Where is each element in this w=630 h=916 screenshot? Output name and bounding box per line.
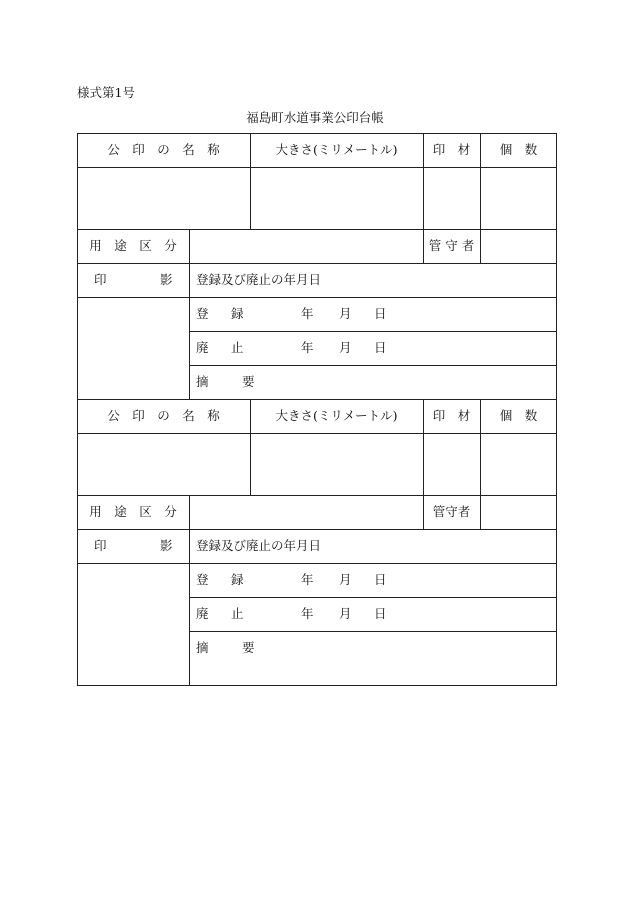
frame-top [77, 133, 557, 134]
block2-size-header: 大きさ(ミリメートル) [275, 408, 398, 423]
block1-registration-day: 日 [374, 306, 387, 321]
block1-material-header: 印 材 [432, 142, 471, 157]
block1-registration-month: 月 [339, 306, 352, 321]
frame-bottom [77, 685, 557, 686]
block2-registration-rule [189, 597, 557, 598]
block1-registration-label-a: 登 [196, 306, 209, 321]
block1-impression-label-a: 印 [94, 272, 107, 287]
block1-abolition-label-a: 廃 [196, 340, 209, 355]
block2-abolition-label-b: 止 [231, 606, 244, 621]
block1-usage-label: 用 途 区 分 [89, 238, 177, 253]
block2-material-header: 印 材 [432, 408, 471, 423]
block2-usage-label-rule [189, 495, 190, 529]
block1-usage-label-rule [189, 229, 190, 263]
block2-abolition-rule [189, 631, 557, 632]
block2-registration-year: 年 [301, 572, 314, 587]
block2-abolition-month: 月 [339, 606, 352, 621]
block2-reg-abolish-dates-label: 登録及び廃止の年月日 [196, 538, 322, 553]
block2-impression-rule [77, 529, 557, 530]
block1-abolition-rule [189, 365, 557, 366]
block2-registration-day: 日 [374, 572, 387, 587]
block2-quantity-header: 個 数 [499, 408, 538, 423]
block1-quantity-header: 個 数 [499, 142, 538, 157]
form-number: 様式第1号 [77, 85, 135, 100]
block2-abolition-day: 日 [374, 606, 387, 621]
block1-size-header: 大きさ(ミリメートル) [275, 142, 398, 157]
block2-remarks-label-b: 要 [242, 640, 255, 655]
block1-remarks-label-a: 摘 [196, 374, 209, 389]
block2-usage-rule [77, 495, 557, 496]
block2-impression-col-rule [189, 529, 190, 686]
block2-registration-label-a: 登 [196, 572, 209, 587]
block1-header-rule [77, 167, 557, 168]
block2-top-rule [77, 399, 557, 400]
block2-registration-month: 月 [339, 572, 352, 587]
block2-custodian-right-rule [480, 495, 481, 529]
block1-dates-rule [77, 297, 557, 298]
block2-impression-label-a: 印 [94, 538, 107, 553]
block1-impression-rule [77, 263, 557, 264]
block2-header-rule [77, 433, 557, 434]
document-title: 福島町水道事業公印台帳 [246, 110, 384, 125]
block1-abolition-label-b: 止 [231, 340, 244, 355]
block1-custodian-right-rule [480, 229, 481, 263]
block1-custodian-label: 管 守 者 [428, 238, 475, 253]
block1-impression-col-rule [189, 263, 190, 399]
block2-seal-name-header: 公 印 の 名 称 [107, 408, 220, 423]
block2-registration-label-b: 録 [231, 572, 244, 587]
block2-usage-label: 用 途 区 分 [89, 504, 177, 519]
block1-registration-rule [189, 331, 557, 332]
block1-abolition-year: 年 [301, 340, 314, 355]
block2-remarks-label-a: 摘 [196, 640, 209, 655]
seal-ledger-table [77, 133, 557, 686]
block1-registration-year: 年 [301, 306, 314, 321]
block1-seal-name-header: 公 印 の 名 称 [107, 142, 220, 157]
block1-reg-abolish-dates-label: 登録及び廃止の年月日 [196, 272, 322, 287]
block2-impression-label-b: 影 [160, 538, 173, 553]
block1-usage-rule [77, 229, 557, 230]
block1-abolition-day: 日 [374, 340, 387, 355]
block1-impression-label-b: 影 [160, 272, 173, 287]
block1-abolition-month: 月 [339, 340, 352, 355]
block1-registration-label-b: 録 [231, 306, 244, 321]
block1-remarks-label-b: 要 [242, 374, 255, 389]
block2-abolition-label-a: 廃 [196, 606, 209, 621]
block2-abolition-year: 年 [301, 606, 314, 621]
block2-custodian-label: 管守者 [432, 504, 471, 519]
block2-dates-rule [77, 563, 557, 564]
